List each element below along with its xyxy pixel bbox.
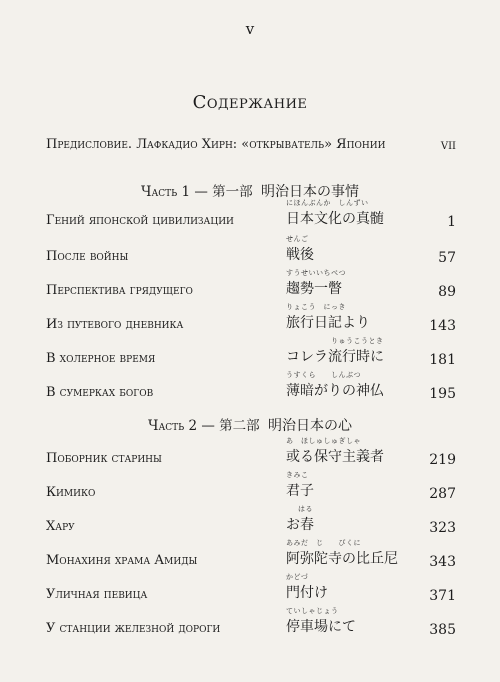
toc-entry [46, 434, 456, 470]
toc-entry-furigana: せんご [286, 235, 309, 243]
toc-entry-japanese: 或る保守主義者 [286, 449, 384, 465]
toc-entry [46, 334, 456, 370]
preface-entry [46, 137, 456, 152]
preface-label: Предисловие. Лафкадио Хирн: «открыватель» Японии [46, 137, 386, 152]
toc-entry [46, 196, 456, 232]
toc-entry-title: После войны [46, 249, 129, 264]
toc-entry-title: Уличная певица [46, 587, 148, 602]
preface-page: vii [440, 137, 456, 153]
toc-entry-furigana: かどづ [286, 573, 309, 581]
toc-entry-page: 143 [429, 318, 456, 334]
toc-entry [46, 232, 456, 268]
toc-entry-furigana: りょこう にっき [286, 303, 346, 311]
toc-entry-page: 219 [429, 452, 456, 468]
part-2-label: Часть 2 — 第二部 [148, 418, 260, 434]
toc-entry-japanese: 停車場にて [286, 619, 356, 635]
toc-entry-furigana: あ ほしゅしゅぎしゃ [286, 437, 361, 445]
toc-entry-title: У станции железной дороги [46, 621, 221, 636]
page-title: Содержание [192, 92, 308, 113]
part-1-label: Часть 1 — 第一部 [141, 184, 253, 200]
toc-entry-furigana: にほんぶんか しんずい [286, 199, 369, 207]
toc-entry-japanese: 君子 [286, 483, 314, 499]
toc-entry-furigana: うすくら しんぶつ [286, 371, 361, 379]
toc-entry [46, 502, 456, 538]
toc-entry-page: 1 [447, 214, 456, 230]
toc-entry-japanese: 阿弥陀寺の比丘尼 [286, 551, 398, 567]
toc-entry-furigana: はる [298, 505, 313, 513]
page-number: v [245, 20, 255, 38]
part-2-japanese: 明治日本の心 [267, 418, 352, 434]
toc-entry-page: 323 [429, 520, 456, 536]
toc-entry-japanese: 旅行日記より [286, 315, 370, 331]
toc-entry-title: В холерное время [46, 351, 156, 366]
toc-entry-japanese: 趨勢一瞥 [286, 281, 342, 297]
toc-entry-title: Перспектива грядущего [46, 283, 193, 298]
toc-entry-title: В сумерках богов [46, 385, 154, 400]
toc-entry-japanese: お春 [286, 517, 314, 533]
part-1-japanese: 明治日本の事情 [260, 184, 359, 200]
toc-entry-furigana: きみこ [286, 471, 309, 479]
toc-entry-page: 385 [429, 622, 456, 638]
toc-entry-title: Гений японской цивилизации [46, 213, 234, 228]
toc-entry-page: 195 [429, 386, 456, 402]
toc-entry-japanese: 日本文化の真髄 [286, 211, 384, 227]
toc-entry [46, 368, 456, 404]
part-2-heading [0, 414, 500, 435]
toc-entry-page: 57 [438, 250, 456, 266]
toc-entry-furigana: りゅうこうとき [331, 337, 384, 345]
toc-entry [46, 536, 456, 572]
toc-entry-page: 181 [429, 352, 456, 368]
toc-entry-title: Кимико [46, 485, 96, 500]
toc-entry-furigana: あみだ じ びくに [286, 539, 361, 547]
toc-entry-japanese: 戦後 [286, 247, 314, 263]
toc-entry-title: Поборник старины [46, 451, 162, 466]
toc-entry-page: 287 [429, 486, 456, 502]
toc-entry [46, 604, 456, 640]
toc-entry-furigana: ていしゃじょう [286, 607, 339, 615]
toc-entry-japanese: 門付け [286, 585, 328, 601]
toc-entry [46, 266, 456, 302]
toc-entry [46, 468, 456, 504]
toc-entry-japanese: コレラ流行時に [286, 349, 384, 365]
toc-entry [46, 570, 456, 606]
toc-entry-title: Хару [46, 519, 75, 534]
toc-entry-japanese: 薄暗がりの神仏 [286, 383, 384, 399]
toc-entry-page: 89 [438, 284, 456, 300]
toc-entry-furigana: すうせいいちべつ [286, 269, 346, 277]
toc-entry [46, 300, 456, 336]
toc-entry-page: 371 [429, 588, 456, 604]
toc-entry-title: Монахиня храма Амиды [46, 553, 198, 568]
toc-entry-page: 343 [429, 554, 456, 570]
toc-entry-title: Из путевого дневника [46, 317, 184, 332]
